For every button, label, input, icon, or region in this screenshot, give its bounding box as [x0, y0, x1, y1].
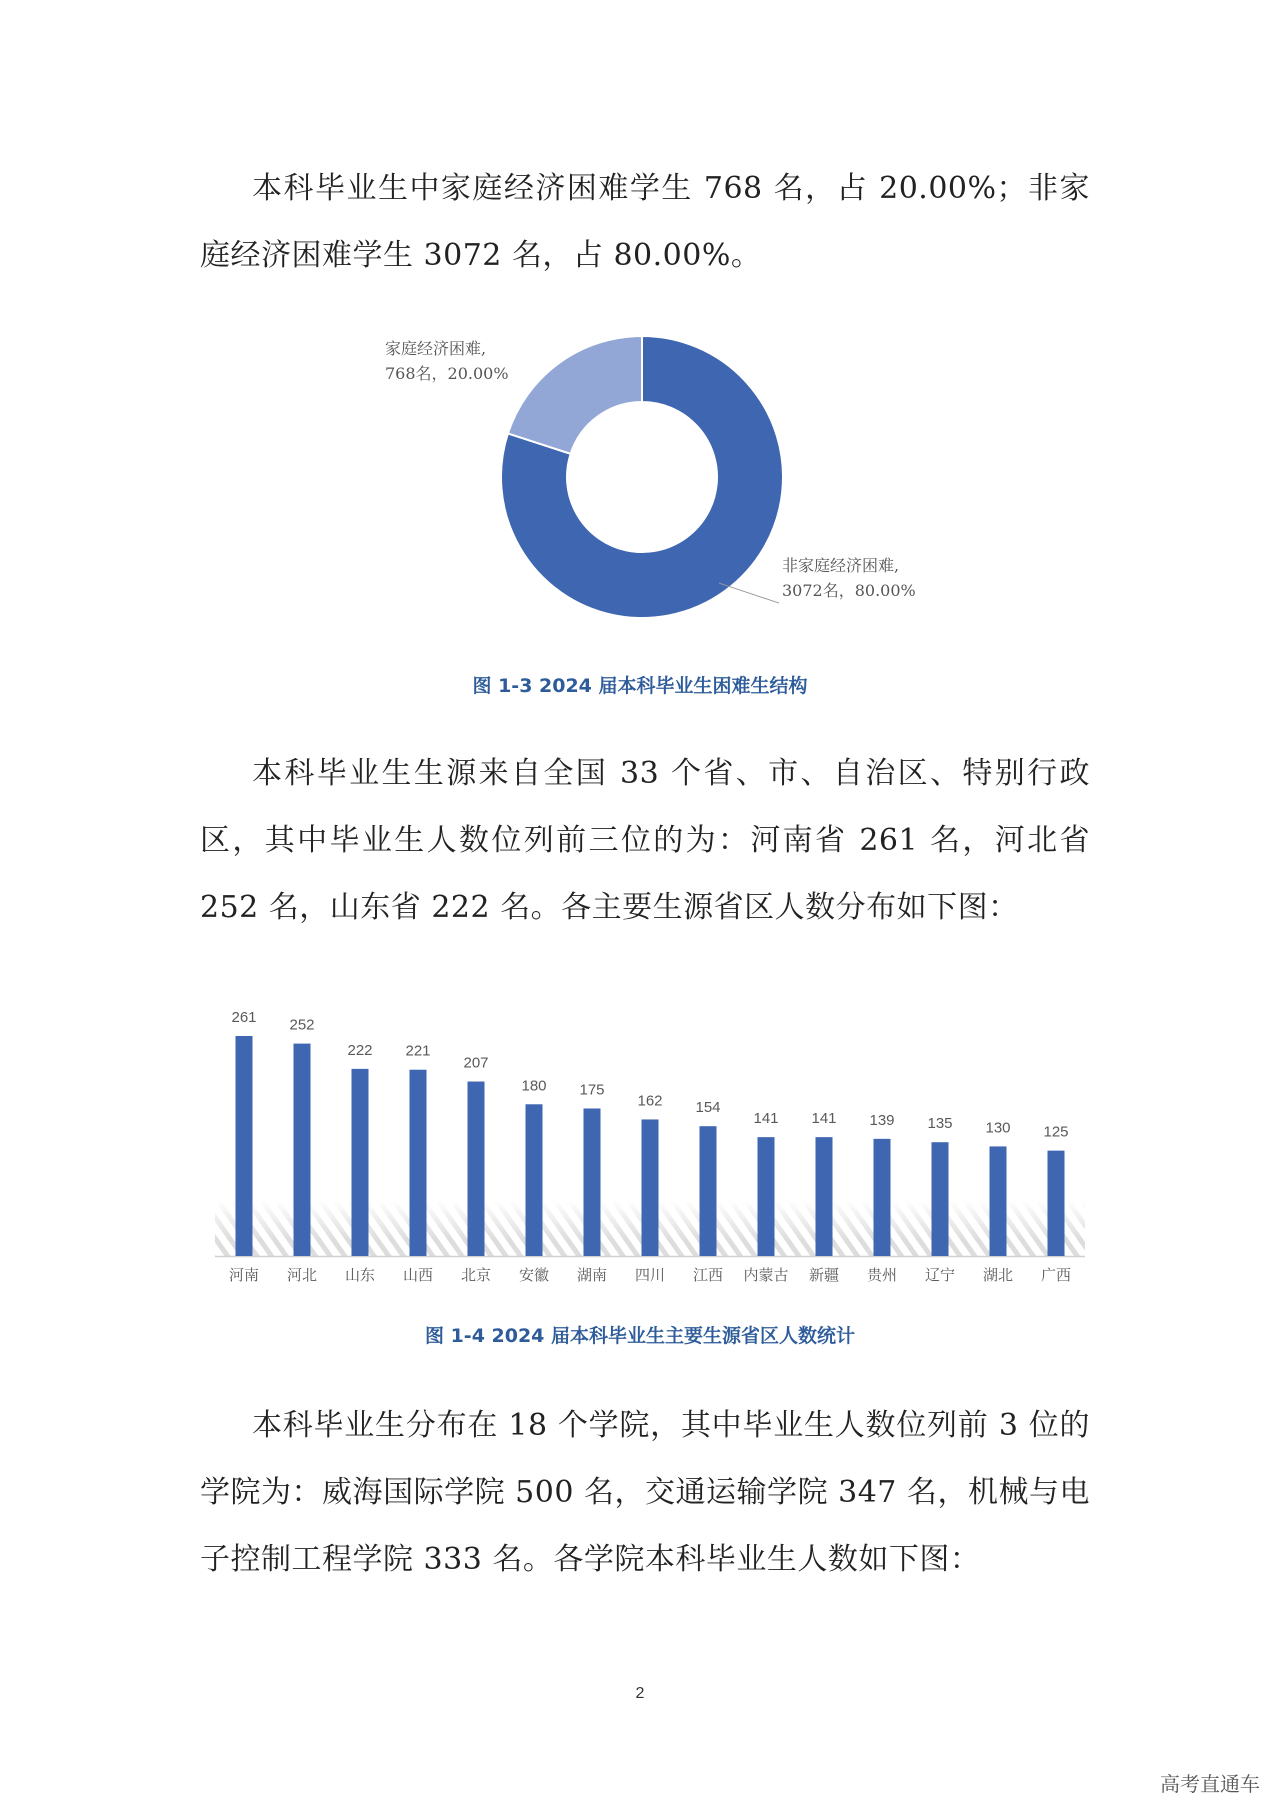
bar-value-label: 141 — [753, 1110, 779, 1128]
donut-label-1-value: 768名，20.00% — [385, 364, 509, 383]
bar-value-label: 141 — [811, 1110, 837, 1128]
bar-江西 — [700, 1126, 717, 1256]
x-tick-label: 江西 — [692, 1266, 724, 1284]
bar-value-label: 221 — [405, 1042, 431, 1060]
donut-leader-line-0 — [719, 583, 779, 603]
figure-caption-1-4: 图 1-4 2024 届本科毕业生主要生源省区人数统计 — [424, 1325, 856, 1347]
watermark: 高考直通车 — [1160, 1772, 1260, 1796]
bar-value-label: 252 — [289, 1016, 315, 1034]
bar-广西 — [1048, 1151, 1065, 1256]
x-tick-label: 山西 — [402, 1266, 434, 1284]
bar-value-label: 207 — [463, 1054, 489, 1072]
bar-value-label: 135 — [927, 1115, 953, 1133]
x-tick-label: 河北 — [286, 1266, 318, 1284]
donut-label-1: 家庭经济困难, — [385, 339, 487, 358]
bar-山西 — [410, 1070, 427, 1256]
bar-value-label: 222 — [347, 1041, 373, 1059]
bar-辽宁 — [932, 1142, 949, 1256]
bar-value-label: 130 — [985, 1119, 1011, 1137]
bar-value-label: 175 — [579, 1081, 605, 1099]
bar-value-label: 162 — [637, 1092, 663, 1110]
paragraph-college-summary: 本科毕业生分布在 18 个学院，其中毕业生人数位列前 3 位的学院为：威海国际学院 500 名，交通运输学院 347 名，机械与电子控制工程学院 333 名。各学院本科毕业生人数如下图： — [200, 1408, 1090, 1577]
x-tick-label: 新疆 — [808, 1266, 840, 1284]
x-tick-label: 贵州 — [866, 1266, 898, 1284]
x-tick-label: 广西 — [1040, 1266, 1072, 1284]
bar-value-label: 180 — [521, 1077, 547, 1095]
bar-河北 — [294, 1044, 311, 1256]
bar-chart — [200, 970, 1100, 1300]
bar-value-label: 261 — [231, 1009, 257, 1026]
x-tick-label: 四川 — [634, 1266, 666, 1284]
page-number: 2 — [635, 1685, 645, 1702]
donut-label-0: 非家庭经济困难, — [782, 556, 900, 575]
x-tick-label: 安徽 — [518, 1266, 550, 1284]
bar-山东 — [352, 1069, 369, 1256]
bar-湖北 — [990, 1146, 1007, 1256]
bar-湖南 — [584, 1108, 601, 1256]
x-tick-label: 北京 — [460, 1266, 492, 1284]
donut-label-0-value: 3072名，80.00% — [782, 581, 916, 600]
x-tick-label: 河南 — [228, 1266, 260, 1284]
bar-value-label: 139 — [869, 1111, 895, 1129]
bar-安徽 — [526, 1104, 543, 1256]
bar-四川 — [642, 1119, 659, 1256]
donut-slice-1 — [508, 336, 642, 454]
x-tick-label: 山东 — [344, 1266, 376, 1284]
x-tick-label: 湖南 — [576, 1266, 608, 1284]
bar-河南 — [236, 1036, 253, 1256]
bar-新疆 — [816, 1137, 833, 1256]
figure-caption-1-3: 图 1-3 2024 届本科毕业生困难生结构 — [472, 675, 808, 697]
bar-北京 — [468, 1082, 485, 1256]
bar-内蒙古 — [758, 1137, 775, 1256]
bar-value-label: 154 — [695, 1099, 721, 1117]
paragraph-province-summary: 本科毕业生生源来自全国 33 个省、市、自治区、特别行政区，其中毕业生人数位列前三位的为：河南省 261 名，河北省 252 名，山东省 222 名。各主要生源省区人数分布如下图： — [200, 756, 1090, 925]
x-tick-label: 湖北 — [982, 1266, 1014, 1284]
bar-贵州 — [874, 1139, 891, 1256]
paragraph-difficulty-summary: 本科毕业生中家庭经济困难学生 768 名，占 20.00%；非家庭经济困难学生 3072 名，占 80.00%。 — [200, 171, 1090, 273]
bar-value-label: 125 — [1043, 1123, 1069, 1141]
x-tick-label: 辽宁 — [924, 1266, 956, 1284]
donut-chart — [360, 320, 980, 620]
x-tick-label: 内蒙古 — [743, 1266, 789, 1284]
